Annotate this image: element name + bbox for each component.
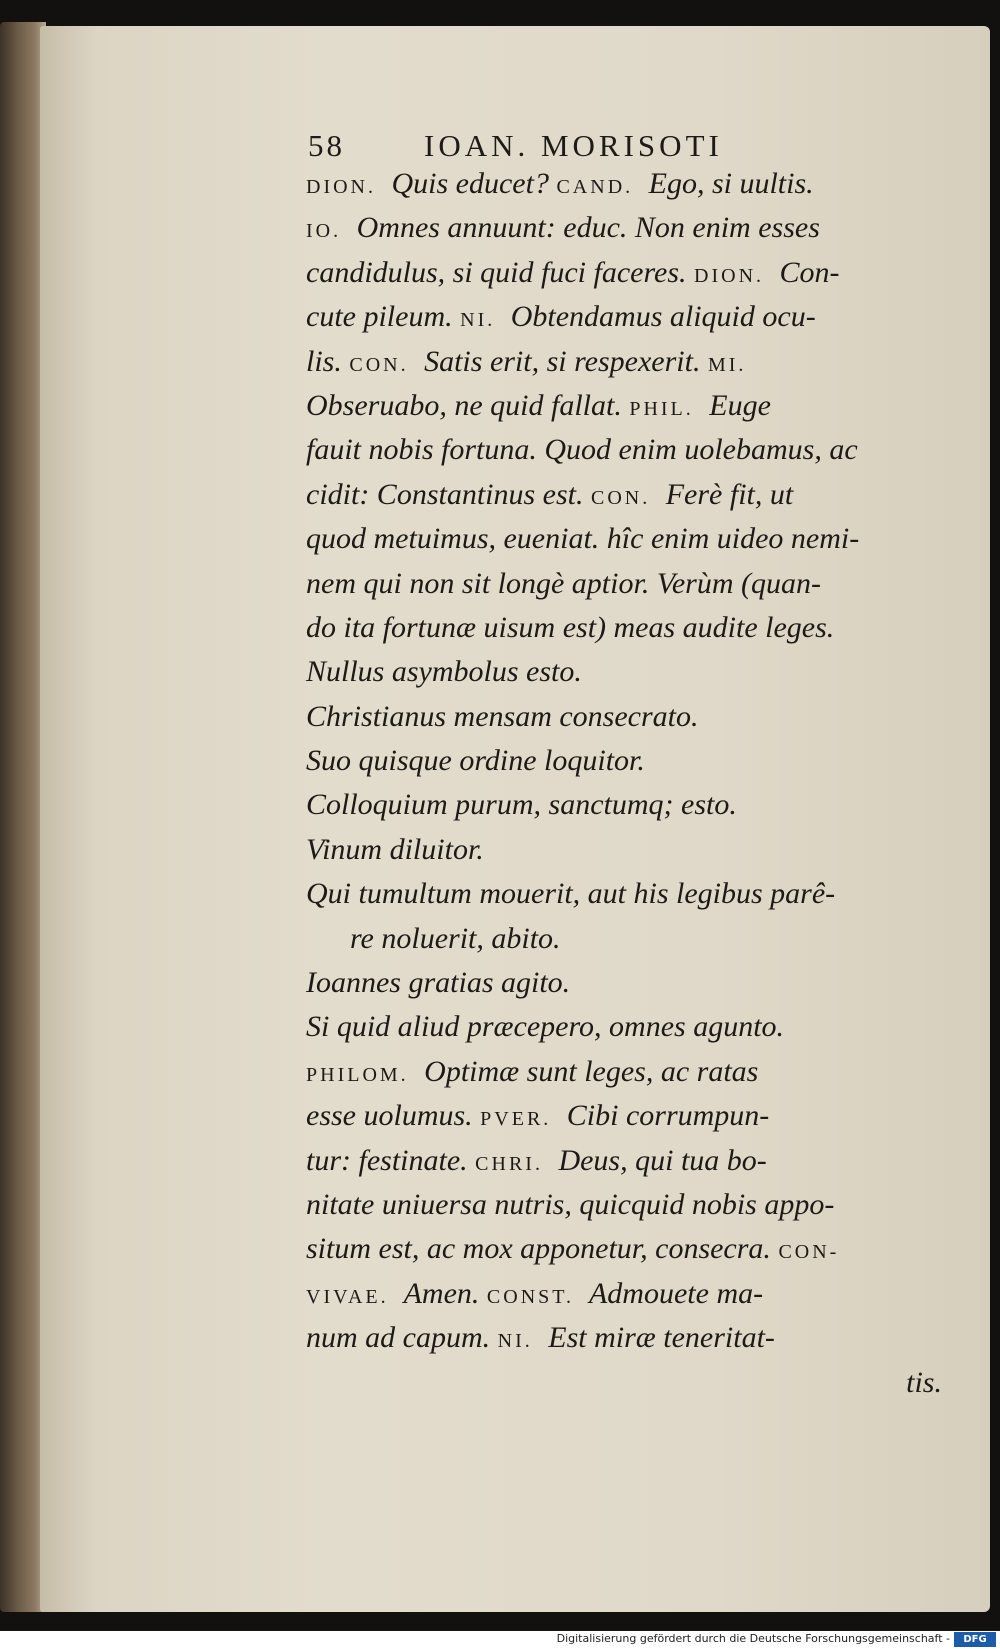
text-line xyxy=(262,428,962,472)
line-text: Qui tumultum mouerit, aut his legibus parê- xyxy=(306,877,836,911)
text-line xyxy=(262,872,962,916)
line-text: Quis educet? xyxy=(391,167,549,200)
text-line xyxy=(262,739,962,783)
line-text: Obtendamus aliquid ocu- xyxy=(510,300,816,334)
speaker-label: PHILOM. xyxy=(306,1063,409,1086)
speaker-label: CONST. xyxy=(486,1285,575,1308)
line-text: Christianus mensam consecrato. xyxy=(306,699,699,733)
line-text: Colloquium purum, sanctumq; esto. xyxy=(306,788,737,822)
speaker-label: NI. xyxy=(497,1330,533,1353)
line-text: situm est, ac mox apponetur, consecra. xyxy=(306,1232,771,1266)
text-line xyxy=(262,206,962,250)
line-text: Si quid aliud præcepero, omnes agunto. xyxy=(306,1010,785,1044)
text-line xyxy=(262,1183,962,1227)
speaker-label: DION. xyxy=(694,264,765,287)
text-line xyxy=(262,650,962,694)
speaker-label: VIVAE. xyxy=(306,1285,389,1308)
text-line xyxy=(262,1094,962,1138)
line-text: tis. xyxy=(906,1365,942,1399)
line-text: Omnes annuunt: educ. Non enim esses xyxy=(356,211,820,245)
text-line xyxy=(262,340,962,384)
line-text: Ioannes gratias agito. xyxy=(306,966,571,1000)
line-text: Ego, si uultis. xyxy=(648,167,814,200)
speaker-label: CON. xyxy=(349,353,409,376)
line-text: lis. xyxy=(306,344,342,378)
line-text: Deus, qui tua bo- xyxy=(558,1143,767,1177)
line-text: nem qui non sit longè aptior. Verùm (quan- xyxy=(306,566,821,600)
text-lines xyxy=(262,162,962,1405)
line-text: quod metuimus, eueniat. hîc enim uideo nemi- xyxy=(306,522,860,556)
text-line xyxy=(262,162,962,206)
line-text: esse uolumus. xyxy=(306,1099,473,1133)
funding-note: Digitalisierung gefördert durch die Deutsche Forschungsgemeinschaft - xyxy=(556,1632,950,1645)
line-text: Optimæ sunt leges, ac ratas xyxy=(424,1054,759,1088)
text-line xyxy=(262,1139,962,1183)
line-text: Vinum diluitor. xyxy=(306,832,484,866)
text-line xyxy=(262,1272,962,1316)
text-line xyxy=(262,1361,962,1405)
line-text: Obseruabo, ne quid fallat. xyxy=(306,388,622,422)
speaker-label: CAND. xyxy=(556,176,634,198)
line-text: cute pileum. xyxy=(306,300,453,334)
text-line xyxy=(262,1050,962,1094)
line-text: cidit: Constantinus est. xyxy=(306,477,584,511)
text-line xyxy=(262,1316,962,1360)
text-line xyxy=(262,517,962,561)
text-line xyxy=(262,917,962,961)
line-text: Con- xyxy=(779,255,840,289)
line-text: nitate uniuersa nutris, quicquid nobis appo- xyxy=(306,1187,835,1221)
speaker-label: CHRI. xyxy=(475,1152,543,1175)
text-line xyxy=(262,251,962,295)
line-text: tur: festinate. xyxy=(306,1143,468,1177)
line-text: Ferè fit, ut xyxy=(665,477,794,511)
text-line xyxy=(262,295,962,339)
text-line xyxy=(262,695,962,739)
line-text: Est miræ teneritat- xyxy=(548,1321,775,1355)
dfg-logo: DFG xyxy=(954,1632,996,1647)
line-text: fauit nobis fortuna. Quod enim uolebamus, ac xyxy=(306,433,858,467)
line-text: Amen. xyxy=(403,1276,480,1310)
text-line xyxy=(262,828,962,872)
text-line xyxy=(262,961,962,1005)
line-text: Nullus asymbolus esto. xyxy=(306,655,582,689)
speaker-label: CON. xyxy=(591,486,651,509)
line-text: do ita fortunæ uisum est) meas audite leges. xyxy=(306,610,835,644)
line-text: Admouete ma- xyxy=(588,1276,764,1310)
text-line xyxy=(262,384,962,428)
text-block xyxy=(262,110,962,1405)
speaker-label: CON- xyxy=(778,1241,840,1264)
text-line xyxy=(262,606,962,650)
text-line xyxy=(262,473,962,517)
text-line xyxy=(262,1005,962,1049)
speaker-label: MI. xyxy=(707,353,747,376)
speaker-label: IO. xyxy=(306,220,342,243)
speaker-label: PHIL. xyxy=(629,397,694,420)
line-text: re noluerit, abito. xyxy=(350,921,561,955)
text-line xyxy=(262,783,962,827)
footer-bar xyxy=(0,1631,1000,1649)
text-line xyxy=(262,562,962,606)
line-text: Suo quisque ordine loquitor. xyxy=(306,744,645,778)
line-text: num ad capum. xyxy=(306,1321,491,1355)
speaker-label: DION. xyxy=(306,176,376,198)
line-text: Satis erit, si respexerit. xyxy=(424,344,701,378)
line-text: Cibi corrumpun- xyxy=(566,1099,770,1133)
line-text: candidulus, si quid fuci faceres. xyxy=(306,255,687,289)
speaker-label: PVER. xyxy=(480,1108,552,1131)
text-line xyxy=(262,1227,962,1271)
line-text: Euge xyxy=(709,388,771,422)
running-title: IOAN. MORISOTI xyxy=(424,128,723,163)
page-number: 58 xyxy=(308,128,345,163)
speaker-label: NI. xyxy=(460,309,496,332)
running-head xyxy=(262,110,962,162)
